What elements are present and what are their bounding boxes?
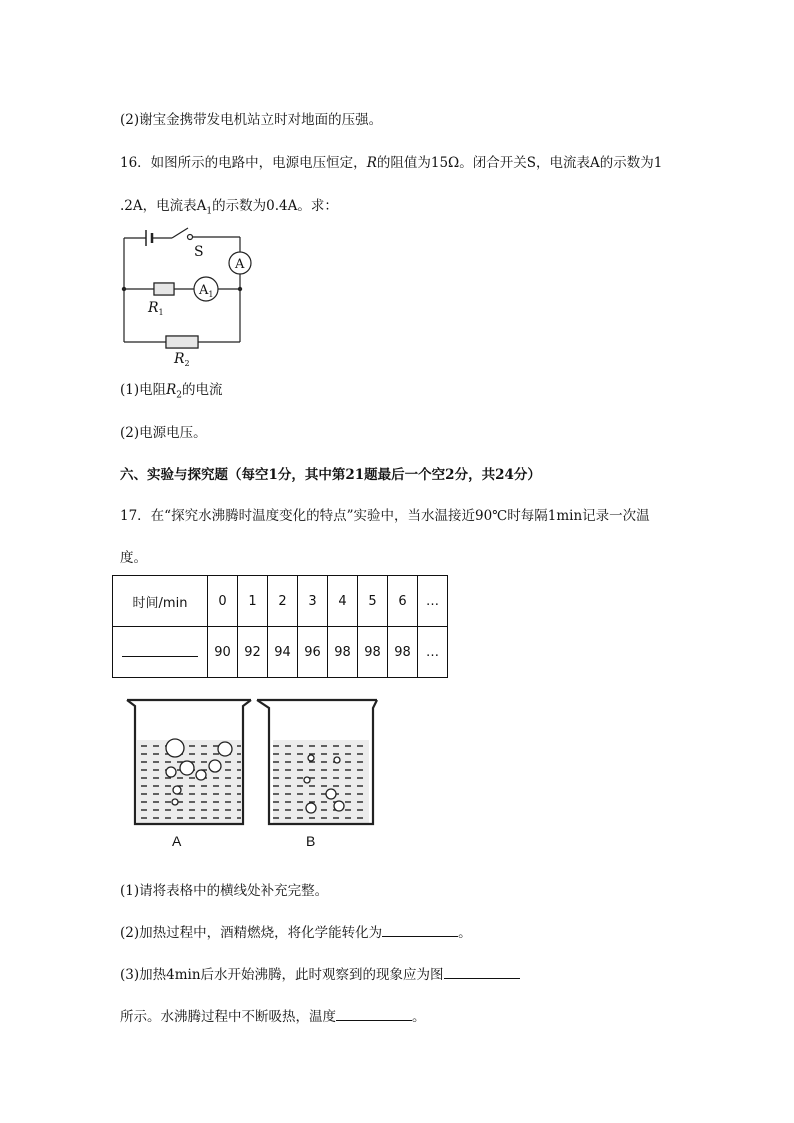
question-16-part-1: (1)电阻$R_2$的电流	[120, 382, 223, 401]
r1-label: $R_1$	[148, 300, 164, 317]
question-15-part-2: (2)谢宝金携带发电机站立时对地面的压强。	[120, 112, 383, 128]
table-cell: 98	[358, 627, 388, 678]
temperature-table	[112, 575, 448, 678]
table-cell: 4	[328, 576, 358, 627]
blank-line	[336, 1008, 412, 1021]
table-cell: …	[418, 627, 448, 678]
table-cell: …	[418, 576, 448, 627]
table-cell: 98	[388, 627, 418, 678]
blank-line	[122, 644, 198, 657]
question-17-part-2: (2)加热过程中，酒精燃烧，将化学能转化为 。	[120, 925, 472, 941]
table-cell: 92	[238, 627, 268, 678]
table-cell: 2	[268, 576, 298, 627]
question-17-part-3: (3)加热4min后水开始沸腾，此时观察到的现象应为图	[120, 963, 520, 983]
beaker-a	[127, 700, 251, 849]
table-cell: 1	[238, 576, 268, 627]
table-cell: 96	[298, 627, 328, 678]
table-cell: 98	[328, 627, 358, 678]
circuit-diagram	[110, 220, 260, 375]
question-17-line-2: 度。	[120, 550, 147, 566]
question-16-line-2: .2A，电流表$A_1$的示数为0.4A。求：	[120, 198, 338, 217]
question-17-part-3-cont: 所示。水沸腾过程中不断吸热，温度 。	[120, 1009, 426, 1025]
section-6-heading: 六、实验与探究题（每空1分，其中第21题最后一个空2分，共24分）	[120, 467, 541, 483]
resistor-r2	[166, 336, 198, 348]
beaker-b	[257, 700, 377, 849]
beaker-a-label: A	[172, 833, 182, 849]
question-16-line-1: 16．如图所示的电路中，电源电压恒定，R的阻值为15Ω。闭合开关S，电流表A的示数为1	[120, 155, 663, 171]
beaker-b-label: B	[306, 833, 316, 849]
blank-line	[382, 924, 458, 937]
switch-label: S	[194, 244, 204, 260]
table-cell: 5	[358, 576, 388, 627]
table-cell: 94	[268, 627, 298, 678]
ammeter-branch-label: $A_1$	[199, 283, 214, 299]
table-row-time	[113, 576, 448, 627]
table-header-time: 时间/min	[113, 576, 208, 627]
table-cell: 90	[208, 627, 238, 678]
table-row-temperature	[113, 627, 448, 678]
ammeter-main-label: A	[235, 257, 245, 272]
question-17-line-1: 17．在“探究水沸腾时温度变化的特点”实验中，当水温接近90℃时每隔1min记录一次温	[120, 508, 650, 524]
blank-line	[444, 966, 520, 979]
table-cell: 3	[298, 576, 328, 627]
junction-right	[238, 287, 242, 291]
table-header-blank	[113, 627, 208, 678]
beaker-figures	[115, 694, 385, 854]
r2-label: $R_2$	[174, 351, 190, 368]
table-cell: 0	[208, 576, 238, 627]
table-cell: 6	[388, 576, 418, 627]
resistor-r1	[154, 283, 174, 295]
question-16-part-2: (2)电源电压。	[120, 425, 207, 441]
question-17-part-1: (1)请将表格中的横线处补充完整。	[120, 883, 329, 899]
junction-left	[122, 287, 126, 291]
